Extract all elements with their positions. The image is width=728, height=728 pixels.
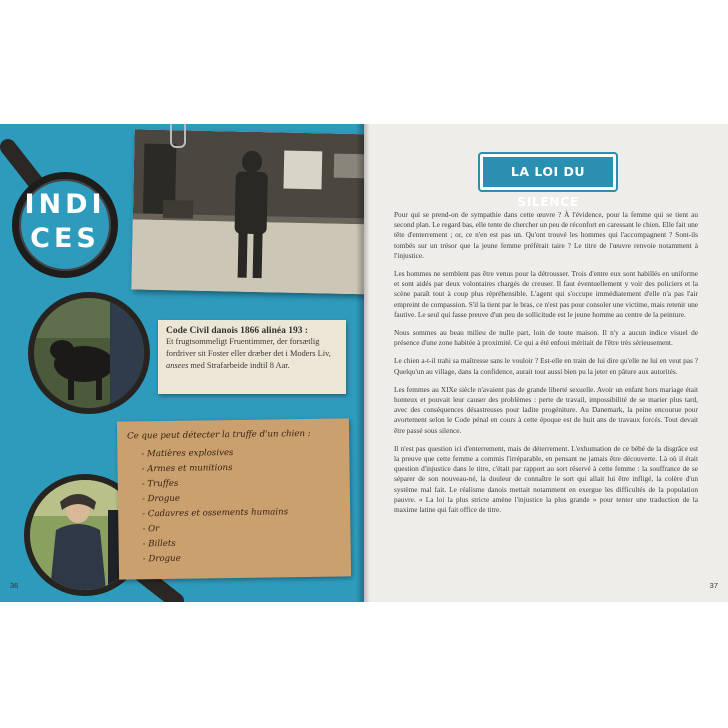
paperclip-icon <box>170 124 186 148</box>
badge-line-1: INDI <box>24 189 106 220</box>
code-line-3-rest: med Strafarbeide indtil 8 Aar. <box>188 361 290 370</box>
code-civil-title: Code Civil danois 1866 alinéa 193 : <box>166 326 308 336</box>
policeman-photo-image <box>131 129 364 294</box>
paragraph: Les femmes au XIXe siècle n'avaient pas de grande liberté sexuelle. Avoir un enfant hors mariage était honteux et pouvait leur causer des problèmes : perte de travail, impossibilité de se marier plus tard, avec des conséquences désastreuses pour ladite progéniture. Au Danemark, la peine encourue pour avortement selon le Code pénal en cours à cette époque est de huit ans de travaux forcés. Tout devait être passé sous silence. <box>394 384 698 435</box>
section-title-box <box>480 154 616 209</box>
vintage-photo-policeman <box>131 129 364 294</box>
paragraph: Les hommes ne semblent pas être venus pour la détrousser. Trois d'entre eux sont habillés en uniforme et sont aidés par deux volontaires chargés de creuser. Il faut éventuellement y voir des policiers et la scène paraît tout à coup plus répréhensible. L'agent qui s'occupe immédiatement d'elle n'a pas l'air empreint de compassion. S'il la tient par le bras, ce n'est pas pour consoler une victime, mais retenir une fautive. Le seul qui fasse preuve d'un peu de sollicitude est le jeune homme au centre de la peinture. <box>394 269 698 319</box>
code-line-2: fordriver sit Foster eller dræber det i Moders Liv, <box>166 349 331 358</box>
code-line-3 <box>166 360 338 372</box>
badge-line-2: CES <box>30 223 100 254</box>
code-civil-text <box>166 336 338 372</box>
body-text <box>394 210 698 523</box>
page-number-right: 37 <box>709 581 718 590</box>
book-spread <box>0 124 728 602</box>
dog-painting-detail <box>34 298 144 408</box>
list-item: - Cadavres et ossements humains <box>142 507 289 520</box>
list-item: - Armes et munitions <box>141 463 233 475</box>
list-item: - Drogue <box>142 553 181 565</box>
book-gutter <box>356 124 370 602</box>
right-page <box>364 124 728 602</box>
code-line-3-italic: ansees <box>166 361 189 370</box>
dog-detection-list <box>141 445 341 568</box>
section-title: LA LOI DU SILENCE <box>510 164 586 209</box>
paragraph: Pour qui se prend-on de sympathie dans cette œuvre ? À l'évidence, pour la femme qui se tient au second plan. Le regard bas, elle tente de chercher un peu de réconfort en caressant le chien. Elle fait une tête d'enterrement ; or, ce n'en est pas un. Qu'ont trouvé les hommes qui l'accompagnent ? Sont-ils tombés sur un trésor que la jeune femme préférait taire ? Le titre de l'œuvre renvoie notamment à l'injustice. <box>394 210 698 260</box>
paragraph: Il n'est pas question ici d'enterrement, mais de déterrement. L'exhumation de ce bébé de la disgrâce est la preuve que cette femme a commis l'irréparable, en pensant ne jamais être découverte. Là où il était question d'injustice dans le titre, c'était par rapport au sort réservé à cette femme : la souffrance de se séparer de son nouveau-né, la douleur de connaître le sort qui allait lui être infligé, la colère d'un système mal fait. Le réalisme danois mettait notamment en exergue les difficultés de la population pauvre. « La loi la plus stricte amène l'injustice la plus grande » pour tenter une traduction de la maxime latine qui fait office de titre. <box>394 443 698 515</box>
list-item: - Drogue <box>141 493 180 505</box>
list-item: - Or <box>142 524 160 535</box>
list-item: - Matières explosives <box>141 448 234 460</box>
list-item: - Truffes <box>141 478 179 490</box>
list-item: - Billets <box>142 538 176 550</box>
page-number-left: 36 <box>10 581 19 590</box>
magnifier-lens-dog <box>28 292 150 414</box>
code-civil-note <box>158 320 346 394</box>
left-page <box>0 124 364 602</box>
paragraph: Le chien a-t-il trahi sa maîtresse sans le vouloir ? Est-elle en train de lui dire qu'elle ne lui en veut pas ? Quelqu'un au village, dans la confidence, aurait tout aussi bien pu la jeter en pâture aux autorités. <box>394 356 698 376</box>
code-line-1: Et frugtsommeligt Fruentimmer, der forsætlig <box>166 337 320 346</box>
dog-detection-note <box>117 418 351 579</box>
dog-detection-title: Ce que peut détecter la truffe d'un chien : <box>127 428 311 442</box>
paragraph: Nous sommes au beau milieu de nulle part, loin de toute maison. Il n'y a aucun indice visuel de présence d'une zone habitée à proximité. Ce qui a été enfoui méritait de l'être très sérieusement. <box>394 328 698 348</box>
indices-badge <box>12 172 118 278</box>
